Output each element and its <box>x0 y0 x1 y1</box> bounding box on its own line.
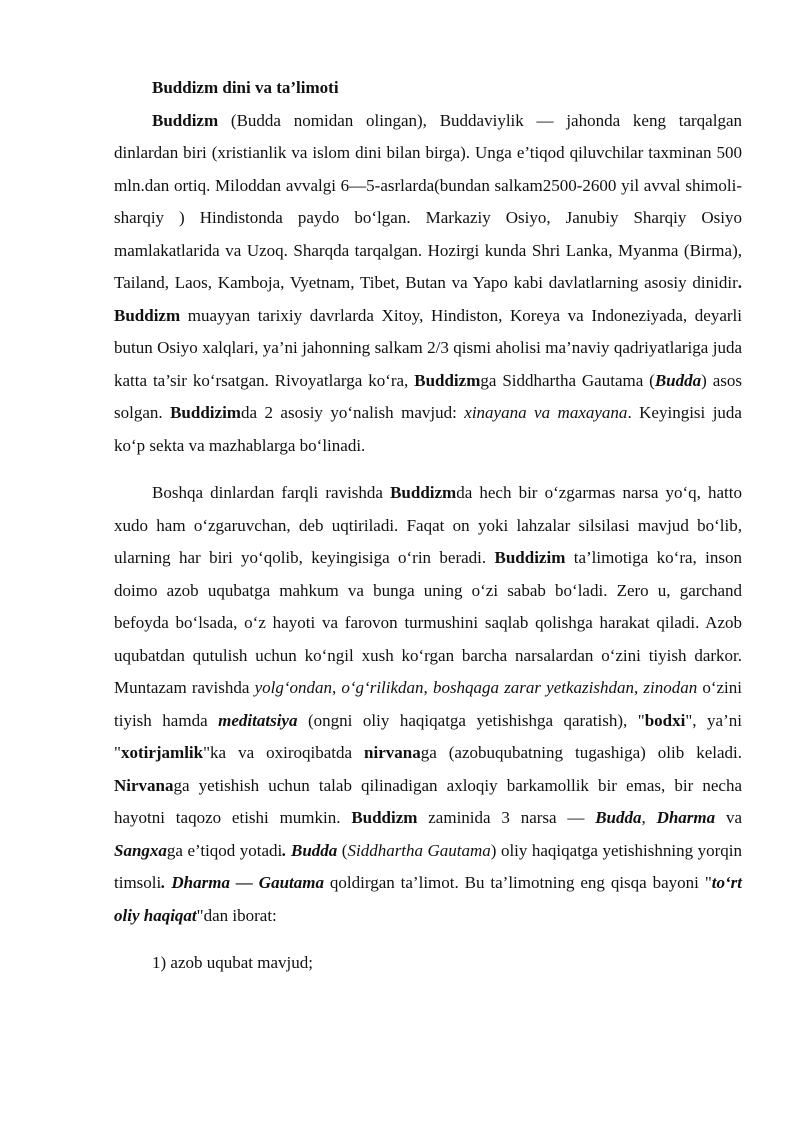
bold-term: xotirjamlik <box>120 743 204 762</box>
bold-term: Buddizm <box>414 370 481 390</box>
bold-term: Buddizim <box>170 403 241 422</box>
bold-term: . Buddizm <box>114 273 742 325</box>
italic-term: yolg‘ondan <box>254 678 332 697</box>
text-run: , <box>332 678 342 697</box>
text-run: da hech bir o‘zgarmas narsa yo‘q, hatto xudo ham o‘zgaruvchan, deb uqtiriladi. Faqat on yoki lahzalar silsilasi mavjud bo‘lib, ularning har biri yo‘qolib, keyingisiga o‘rin beradi. <box>114 483 743 567</box>
text-run: ga Siddhartha Gautama ( <box>480 370 655 390</box>
text-run: ga yetishish uchun talab qilinadigan axloqiy barkamollik bir emas, bir necha hayotni taqozo etishi mumkin. <box>114 775 742 827</box>
paragraph-teaching <box>114 477 742 932</box>
text-run: ta’limotiga ko‘ra, inson doimo azob uqubatga mahkum va bunga uning o‘zi sabab bo‘ladi. Zero u, garchand befoyda bo‘lsada, o‘z hayoti va farovon turmushini saqlab qolishga harakat qiladi. Azob uqubatdan qutulish uchun ko‘ngil xush ko‘rgan barcha narsalardan o‘zini tiyish darkor. Muntazam ravishda <box>114 548 742 697</box>
text-run: (Budda nomidan olingan), Buddaviylik — jahonda keng tarqalgan dinlardan biri (xristianlik va islom dini bilan birga). Unga e’tiqod qiluvchilar taxminan 500 mln.dan ortiq. Miloddan avvalgi 6—5-asrlarda(bundan salkam2500-2600 yil avval shimoli-sharqiy ) Hindistonda paydo bo‘lgan. Markaziy Osiyo, Janubiy Sharqiy Osiyo mamlakatlarida va Uzoq. Sharqda tarqalgan. Hozirgi kunda Shri Lanka, Myanma (Birma), Tailand, Laos, Kamboja, Vyetnam, Tibet, Butan va Yapo kabi davlatlarning asosiy dinidir <box>114 110 742 292</box>
text-run: "dan iborat: <box>196 905 277 925</box>
bold-term: bodxi <box>644 710 686 730</box>
bold-term: Buddizim <box>494 548 566 567</box>
text-run: da 2 asosiy yo‘nalish mavjud: <box>240 403 465 422</box>
bold-italic-term: meditatsiya <box>218 710 298 730</box>
text-run: (ongni oliy haqiqatga yetishishga qaratish), " <box>297 710 645 730</box>
italic-term: boshqaga zarar yetkazishdan <box>432 678 634 697</box>
italic-term: Siddhartha Gautama <box>347 840 491 860</box>
text-run: muayyan tarixiy davrlarda Xitoy, Hindiston, Koreya va Indoneziyada, deyarli butun Osiyo xalqlari, ya’ni jahonning salkam 2/3 qismi aholisi ma’naviy qadriyatlariga juda katta ta’sir ko‘rsatgan. Rivoyatlarga ko‘ra, <box>114 305 742 390</box>
text-run: o‘zini tiyish hamda <box>114 678 743 730</box>
text-run: qoldirgan ta’limot. Bu ta’limotning eng qisqa bayoni " <box>323 873 712 892</box>
text-run: ) asos solgan. <box>114 370 742 422</box>
italic-term: xinayana va maxayana <box>464 403 628 422</box>
text-run: . Keyingisi juda ko‘p sekta va mazhablarga bo‘linadi. <box>114 403 742 455</box>
list-item: 1) azob uqubat mavjud; <box>152 953 313 972</box>
text-run: , <box>641 808 657 827</box>
bold-italic-term: to‘rt oliy haqiqat <box>114 873 742 925</box>
text-run: ( <box>337 840 348 860</box>
bold-italic-term: Dharma <box>656 808 716 827</box>
section-heading: Buddizm dini va ta’limoti <box>152 78 339 97</box>
text-run: ", ya’ni " <box>114 710 742 762</box>
text-run: va <box>715 808 742 827</box>
text-run: ga e’tiqod yotadi <box>166 840 283 860</box>
bold-term: Buddizm <box>351 808 418 827</box>
italic-term: o‘g‘rilikdan <box>341 678 424 697</box>
text-run: zaminida 3 narsa — <box>417 808 596 827</box>
text-run: ) oliy haqiqatga yetishishning yorqin timsoli <box>114 840 742 892</box>
italic-term: zinodan <box>643 678 698 697</box>
bold-italic-term: Sangxa <box>114 840 167 860</box>
bold-term: Buddizm <box>152 110 219 130</box>
text-run: ga (azobuqubatning tugashiga) olib keladi. <box>420 743 743 762</box>
bold-italic-term: Budda <box>595 808 642 827</box>
bold-term: nirvana <box>364 743 421 762</box>
bold-term: Buddizm <box>390 483 457 502</box>
bold-italic-term: . Dharma — Gautama <box>161 873 324 892</box>
text-run: Boshqa dinlardan farqli ravishda <box>152 483 391 502</box>
bold-italic-term: Budda <box>654 370 702 390</box>
document-page <box>114 72 742 980</box>
bold-italic-term: . Budda <box>282 840 338 860</box>
paragraph-intro <box>114 105 742 463</box>
text-run: "ka va oxiroqibatda <box>203 743 365 762</box>
text-run: , <box>633 678 644 697</box>
text-run: , <box>423 678 433 697</box>
bold-term: Nirvana <box>114 775 174 795</box>
